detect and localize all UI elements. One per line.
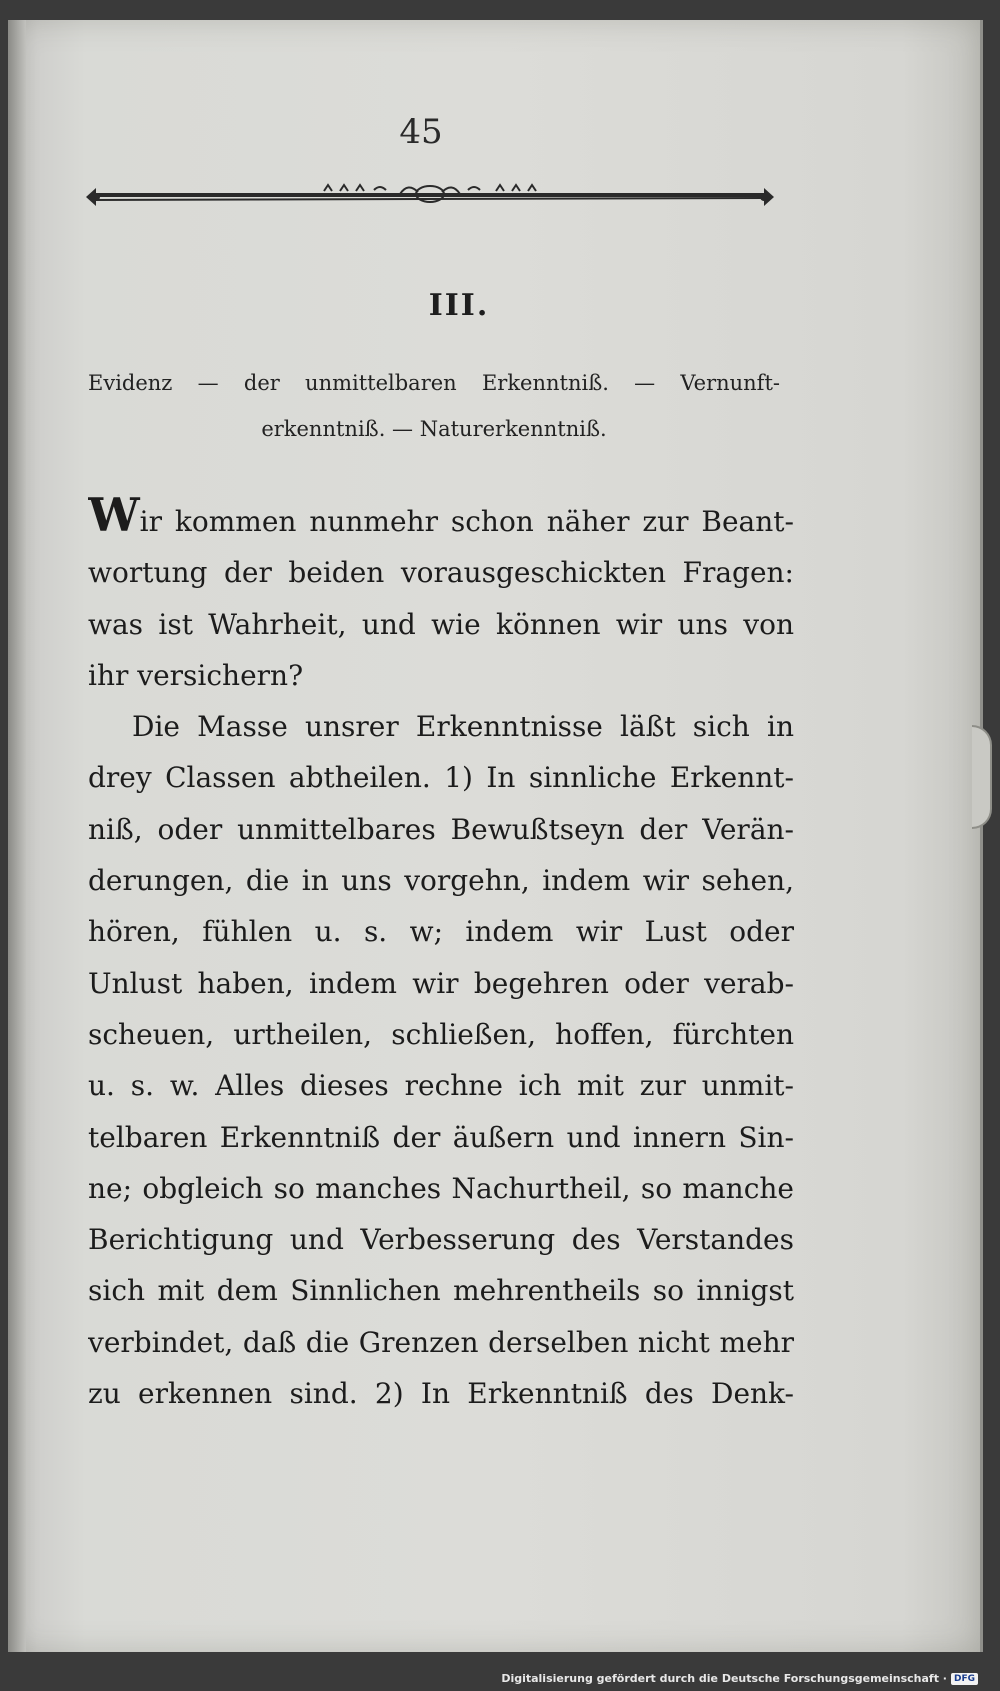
text-line: niß, oder unmittelbares Bewußtseyn der Verän-: [88, 812, 794, 846]
text-line: scheuen, urtheilen, schließen, hoffen, fürchten: [88, 1017, 794, 1051]
text-line: ihr versichern?: [88, 658, 304, 692]
text-line: Unlust haben, indem wir begehren oder verab-: [88, 966, 794, 1000]
text-line: was ist Wahrheit, und wie können wir uns von: [88, 607, 794, 641]
chapter-summary: [88, 360, 780, 452]
ornamental-rule-icon: [84, 176, 776, 212]
page-gutter: [8, 20, 26, 1652]
footer-credit: Digitalisierung gefördert durch die Deutsche Forschungsgemeinschaft ·: [501, 1672, 947, 1685]
text-line: sich mit dem Sinnlichen mehrentheils so innigst: [88, 1274, 794, 1308]
text-line: Berichtigung und Verbesserung des Verstandes: [88, 1223, 794, 1257]
text-line: wortung der beiden vorausgeschickten Fragen:: [88, 556, 794, 590]
page-tab-marker: [972, 725, 992, 829]
text-line: [88, 496, 794, 547]
chapter-summary-line: erkenntniß. — Naturerkenntniß.: [261, 417, 607, 441]
body-text: [88, 496, 794, 1419]
text-line: verbindet, daß die Grenzen derselben nicht mehr: [88, 1325, 794, 1359]
text-line: zu erkennen sind. 2) In Erkenntniß des Denk-: [88, 1377, 794, 1411]
digitization-footer: [501, 1672, 978, 1685]
text-line: derungen, die in uns vorgehn, indem wir sehen,: [88, 864, 794, 898]
text-line: telbaren Erkenntniß der äußern und innern Sin-: [88, 1120, 794, 1154]
chapter-number: III.: [428, 288, 490, 323]
chapter-summary-line: Evidenz — der unmittelbaren Erkenntniß. — Vernunft-: [88, 371, 780, 395]
text-line: u. s. w. Alles dieses rechne ich mit zur unmit-: [88, 1069, 794, 1103]
text-line: drey Classen abtheilen. 1) In sinnliche Erkennt-: [88, 761, 794, 795]
text-line: ne; obgleich so manches Nachurtheil, so manche: [88, 1171, 794, 1205]
text-line: hören, fühlen u. s. w; indem wir Lust oder: [88, 915, 794, 949]
text-line-content: ir kommen nunmehr schon näher zur Beant-: [139, 505, 794, 538]
text-line: Die Masse unsrer Erkenntnisse läßt sich in: [132, 710, 794, 744]
dfg-logo-icon: DFG: [951, 1673, 978, 1685]
drop-capital: W: [88, 496, 140, 542]
page-number: 45: [399, 112, 443, 152]
